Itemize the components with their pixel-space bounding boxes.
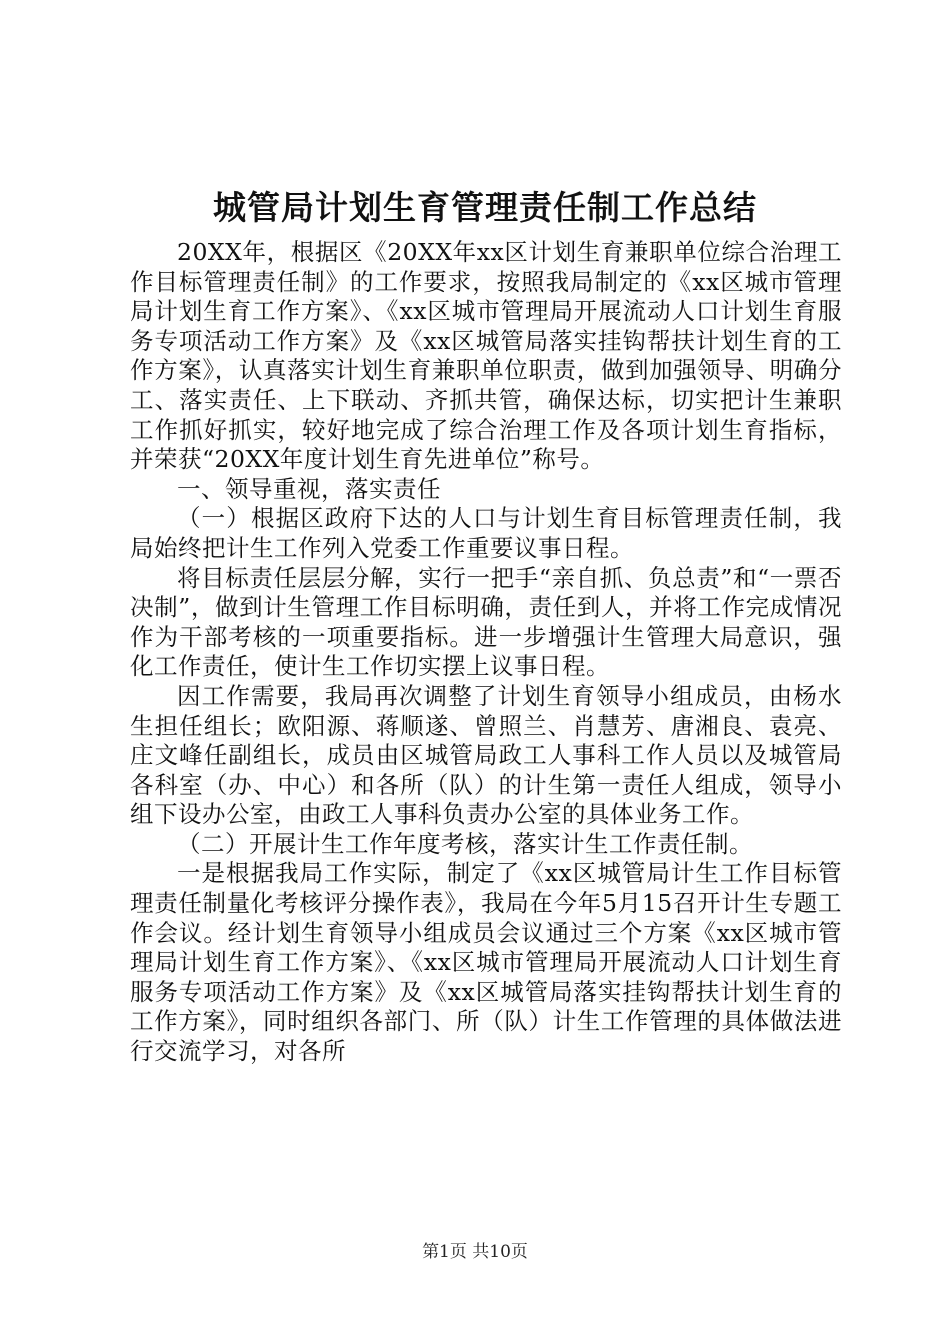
- document-body: [130, 238, 842, 1067]
- paragraph-leadership-group: 因工作需要，我局再次调整了计划生育领导小组成员，由杨水生担任组长；欧阳源、蒋顺遂、曾照兰、肖慧芳、唐湘良、袁亮、庄文峰任副组长，成员由区城管局政工人事科工作人员以及城管局各科室（办、中心）和各所（队）的计生第一责任人组成，领导小组下设办公室，由政工人事科负责办公室的具体业务工作。: [130, 681, 842, 829]
- document-title: 城管局计划生育管理责任制工作总结: [213, 188, 757, 227]
- paragraph-subsection-1: （一）根据区政府下达的人口与计划生育目标管理责任制，我局始终把计生工作列入党委工作重要议事日程。: [130, 504, 842, 562]
- paragraph-responsibility: 将目标责任层层分解，实行一把手“亲自抓、负总责”和“一票否决制”，做到计生管理工作目标明确，责任到人，并将工作完成情况作为干部考核的一项重要指标。进一步增强计生管理大局意识，强化工作责任，使计生工作切实摆上议事日程。: [130, 563, 842, 681]
- paragraph-assessment: 一是根据我局工作实际，制定了《xx区城管局计生工作目标管理责任制量化考核评分操作表》，我局在今年5月15召开计生专题工作会议。经计划生育领导小组成员会议通过三个方案《xx区城市管理局计划生育工作方案》、《xx区城市管理局开展流动人口计划生育服务专项活动工作方案》及《xx区城管局落实挂钩帮扶计划生育的工作方案》，同时组织各部门、所（队）计生工作管理的具体做法进行交流学习，对各所: [130, 859, 842, 1066]
- paragraph-intro: 20XX年，根据区《20XX年xx区计划生育兼职单位综合治理工作目标管理责任制》的工作要求，按照我局制定的《xx区城市管理局计划生育工作方案》、《xx区城市管理局开展流动人口计划生育服务专项活动工作方案》及《xx区城管局落实挂钩帮扶计划生育的工作方案》，认真落实计划生育兼职单位职责，做到加强领导、明确分工、落实责任、上下联动、齐抓共管，确保达标，切实把计生兼职工作抓好抓实，较好地完成了综合治理工作及各项计划生育指标，并荣获“20XX年度计划生育先进单位”称号。: [130, 238, 842, 474]
- page-number-footer: 第1页 共10页: [422, 1242, 528, 1262]
- paragraph-subsection-2: （二）开展计生工作年度考核，落实计生工作责任制。: [177, 829, 753, 858]
- section-heading-1: 一、领导重视，落实责任: [177, 474, 441, 503]
